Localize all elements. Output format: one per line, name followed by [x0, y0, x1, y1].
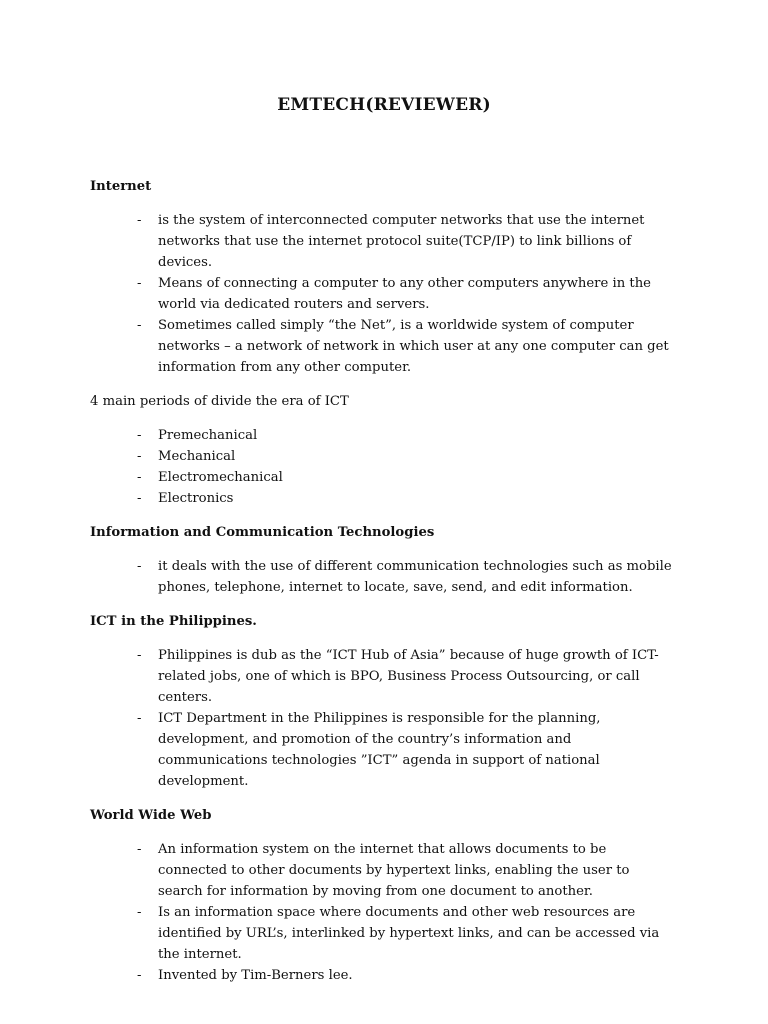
section-heading-ict: Information and Communication Technologies	[90, 525, 435, 540]
section-heading-www: World Wide Web	[90, 808, 212, 823]
list-item: - Means of connecting a computer to any other computers anywhere in the world via dedicated routers and servers.	[90, 273, 678, 315]
www-list	[90, 839, 690, 986]
list-item: - Mechanical	[90, 446, 678, 467]
list-item: - is the system of interconnected computer networks that use the internet networks that use the internet protocol suite(TCP/IP) to link billions of devices.	[90, 210, 678, 273]
periods-list	[90, 425, 690, 509]
list-item: - Sometimes called simply “the Net”, is a worldwide system of computer networks – a network of network in which user at any one computer can get information from any other computer.	[90, 315, 678, 378]
list-item: - it deals with the use of different communication technologies such as mobile phones, telephone, internet to locate, save, send, and edit information.	[90, 556, 678, 598]
internet-list	[90, 210, 690, 378]
list-item: - Electromechanical	[90, 467, 678, 488]
section-heading-internet: Internet	[90, 179, 152, 194]
list-item: - Philippines is dub as the “ICT Hub of Asia” because of huge growth of ICT-related jobs, one of which is BPO, Business Process Outsourcing, or call centers.	[90, 645, 678, 708]
section-heading-periods: 4 main periods of divide the era of ICT	[90, 394, 349, 409]
document-body	[90, 176, 690, 986]
list-item: - Invented by Tim-Berners lee.	[90, 965, 678, 986]
philippines-list	[90, 645, 690, 792]
list-item: - Is an information space where documents and other web resources are identified by URL’s, interlinked by hypertext links, and can be accessed via the internet.	[90, 902, 678, 965]
list-item: - ICT Department in the Philippines is responsible for the planning, development, and promotion of the country’s information and communications technologies ”ICT” agenda in support of national development.	[90, 708, 678, 792]
list-item: - Electronics	[90, 488, 678, 509]
list-item: - An information system on the internet that allows documents to be connected to other documents by hypertext links, enabling the user to search for information by moving from one document to another.	[90, 839, 678, 902]
document-title: EMTECH(REVIEWER)	[277, 95, 491, 115]
list-item: - Premechanical	[90, 425, 678, 446]
ict-list	[90, 556, 690, 598]
section-heading-philippines: ICT in the Philippines.	[90, 614, 257, 629]
